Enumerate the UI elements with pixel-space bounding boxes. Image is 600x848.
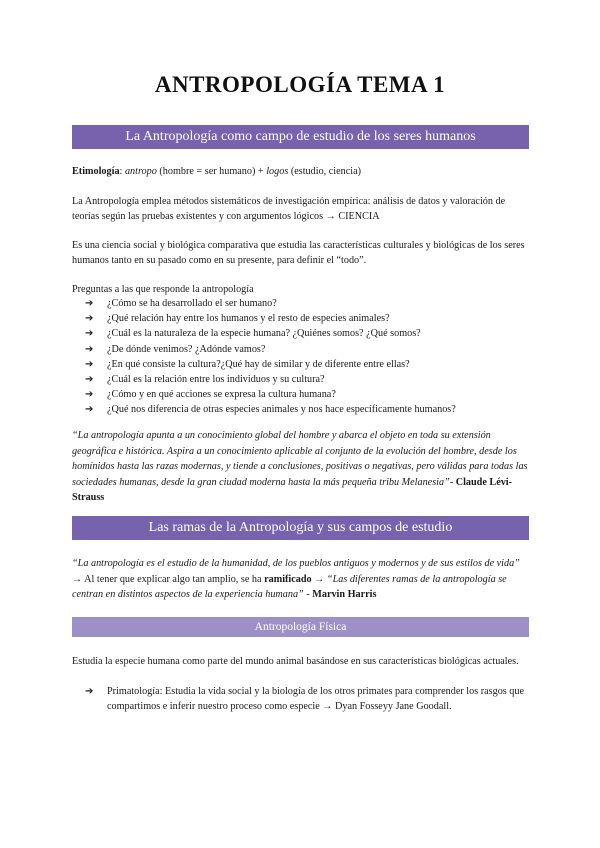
fisica-paragraph: Estudia la especie humana como parte del mundo animal basándose en sus características biológicas actuales.: [72, 656, 519, 667]
etimologia-label: Etimología: [72, 166, 120, 177]
levi-strauss-quote: [72, 428, 532, 506]
page-title: ANTROPOLOGÍA TEMA 1: [154, 72, 446, 97]
section-heading-ramas: Las ramas de la Antropología y sus campos de estudio: [72, 516, 529, 540]
etimologia-sep: :: [119, 166, 125, 177]
arrow-right-icon: ➔: [85, 343, 94, 355]
list-item: ➔ ¿Qué nos diferencia de otras especies animales y nos hace específicamente humanos?: [85, 402, 535, 417]
quote-author-harris: Marvin Harris: [312, 589, 377, 600]
preguntas-list: [85, 296, 535, 418]
arrow-right-icon: ➔: [85, 404, 94, 416]
preguntas-intro: Preguntas a las que responde la antropología: [72, 284, 254, 295]
etimologia-term-logos: logos: [266, 166, 289, 177]
etimologia-paragraph: [72, 164, 532, 179]
list-item: ➔ ¿Cómo se ha desarrollado el ser humano?: [85, 296, 535, 311]
quote-ramas: “Las diferentes ramas de la antropología se centran en distintos aspectos de la experiencia humana”: [72, 573, 507, 600]
etimologia-mid: (hombre = ser humano) +: [156, 166, 267, 177]
quote-text: “La antropología apunta a un conocimiento global del hombre y abarca el objeto en toda su extensión geográfica e histórica. Aspira a un conocimiento aplicable al conjunto de la evolución del hombre, desde los homínidos hasta las razas modernas, y tiende a conclusiones, positivas o negativas, pero válidas para todas las sociedades humanas, desde la gran ciudad moderna hasta la más pequeña tribu Melanesia”: [72, 430, 528, 488]
fisica-list: [85, 684, 525, 714]
harris-mid: → Al tener que explicar algo tan amplio, se ha: [72, 573, 265, 585]
harris-paragraph: [72, 556, 532, 603]
arrow-right-icon: ➔: [85, 328, 94, 340]
list-item: ➔ ¿Cuál es la naturaleza de la especie humana? ¿Quiénes somos? ¿Qué somos?: [85, 326, 535, 341]
list-item: ➔ ¿Cómo y en qué acciones se expresa la cultura humana?: [85, 387, 535, 402]
arrow-right-icon: ➔: [85, 374, 94, 386]
arrow-right-icon: ➔: [85, 686, 94, 697]
arrow-right-icon: ➔: [85, 358, 94, 370]
harris-dash: -: [303, 589, 313, 600]
harris-arrow: →: [311, 573, 327, 585]
quote-humanidad: “La antropología es el estudio de la humanidad, de los pueblos antiguos y modernos y de sus estilos de vida”: [72, 558, 520, 569]
metodos-paragraph: La Antropología emplea métodos sistemáticos de investigación empírica: análisis de datos y valoración de teorías según las pruebas existentes y con argumentos lógicos → CIENCIA: [72, 196, 506, 222]
definicion-paragraph: Es una ciencia social y biológica comparativa que estudia las características culturales y biológicas de los seres humanos tanto en su pasado como en su presente, para definir el “todo”.: [72, 240, 525, 266]
list-item: ➔ ¿De dónde venimos? ¿Adónde vamos?: [85, 342, 535, 357]
etimologia-term-antropo: antropo: [124, 166, 157, 177]
quote-dash: -: [449, 476, 456, 488]
arrow-right-icon: ➔: [85, 298, 94, 309]
list-item: ➔ Primatología: Estudia la vida social y la biología de los otros primates para comprender los rasgos que compartimos e inferir nuestro proceso como especie → Dyan Fosseyy Jane Goodall.: [85, 686, 525, 713]
etimologia-end: (estudio, ciencia): [288, 166, 361, 177]
list-item: ➔ ¿Cuál es la relación entre los individuos y su cultura?: [85, 372, 535, 387]
arrow-right-icon: ➔: [85, 313, 94, 325]
list-item: ➔ ¿En qué consiste la cultura?¿Qué hay de similar y de diferente entre ellas?: [85, 357, 535, 372]
ramificado-term: ramificado: [264, 573, 312, 585]
arrow-right-icon: ➔: [85, 389, 94, 401]
section-heading-antropologia-fisica: Antropología Física: [72, 617, 529, 637]
quote-author: Claude Lévi-Strauss: [72, 476, 513, 503]
list-item: ➔ ¿Qué relación hay entre los humanos y el resto de especies animales?: [85, 311, 535, 326]
section-heading-antropologia-campo: La Antropología como campo de estudio de los seres humanos: [72, 125, 529, 149]
